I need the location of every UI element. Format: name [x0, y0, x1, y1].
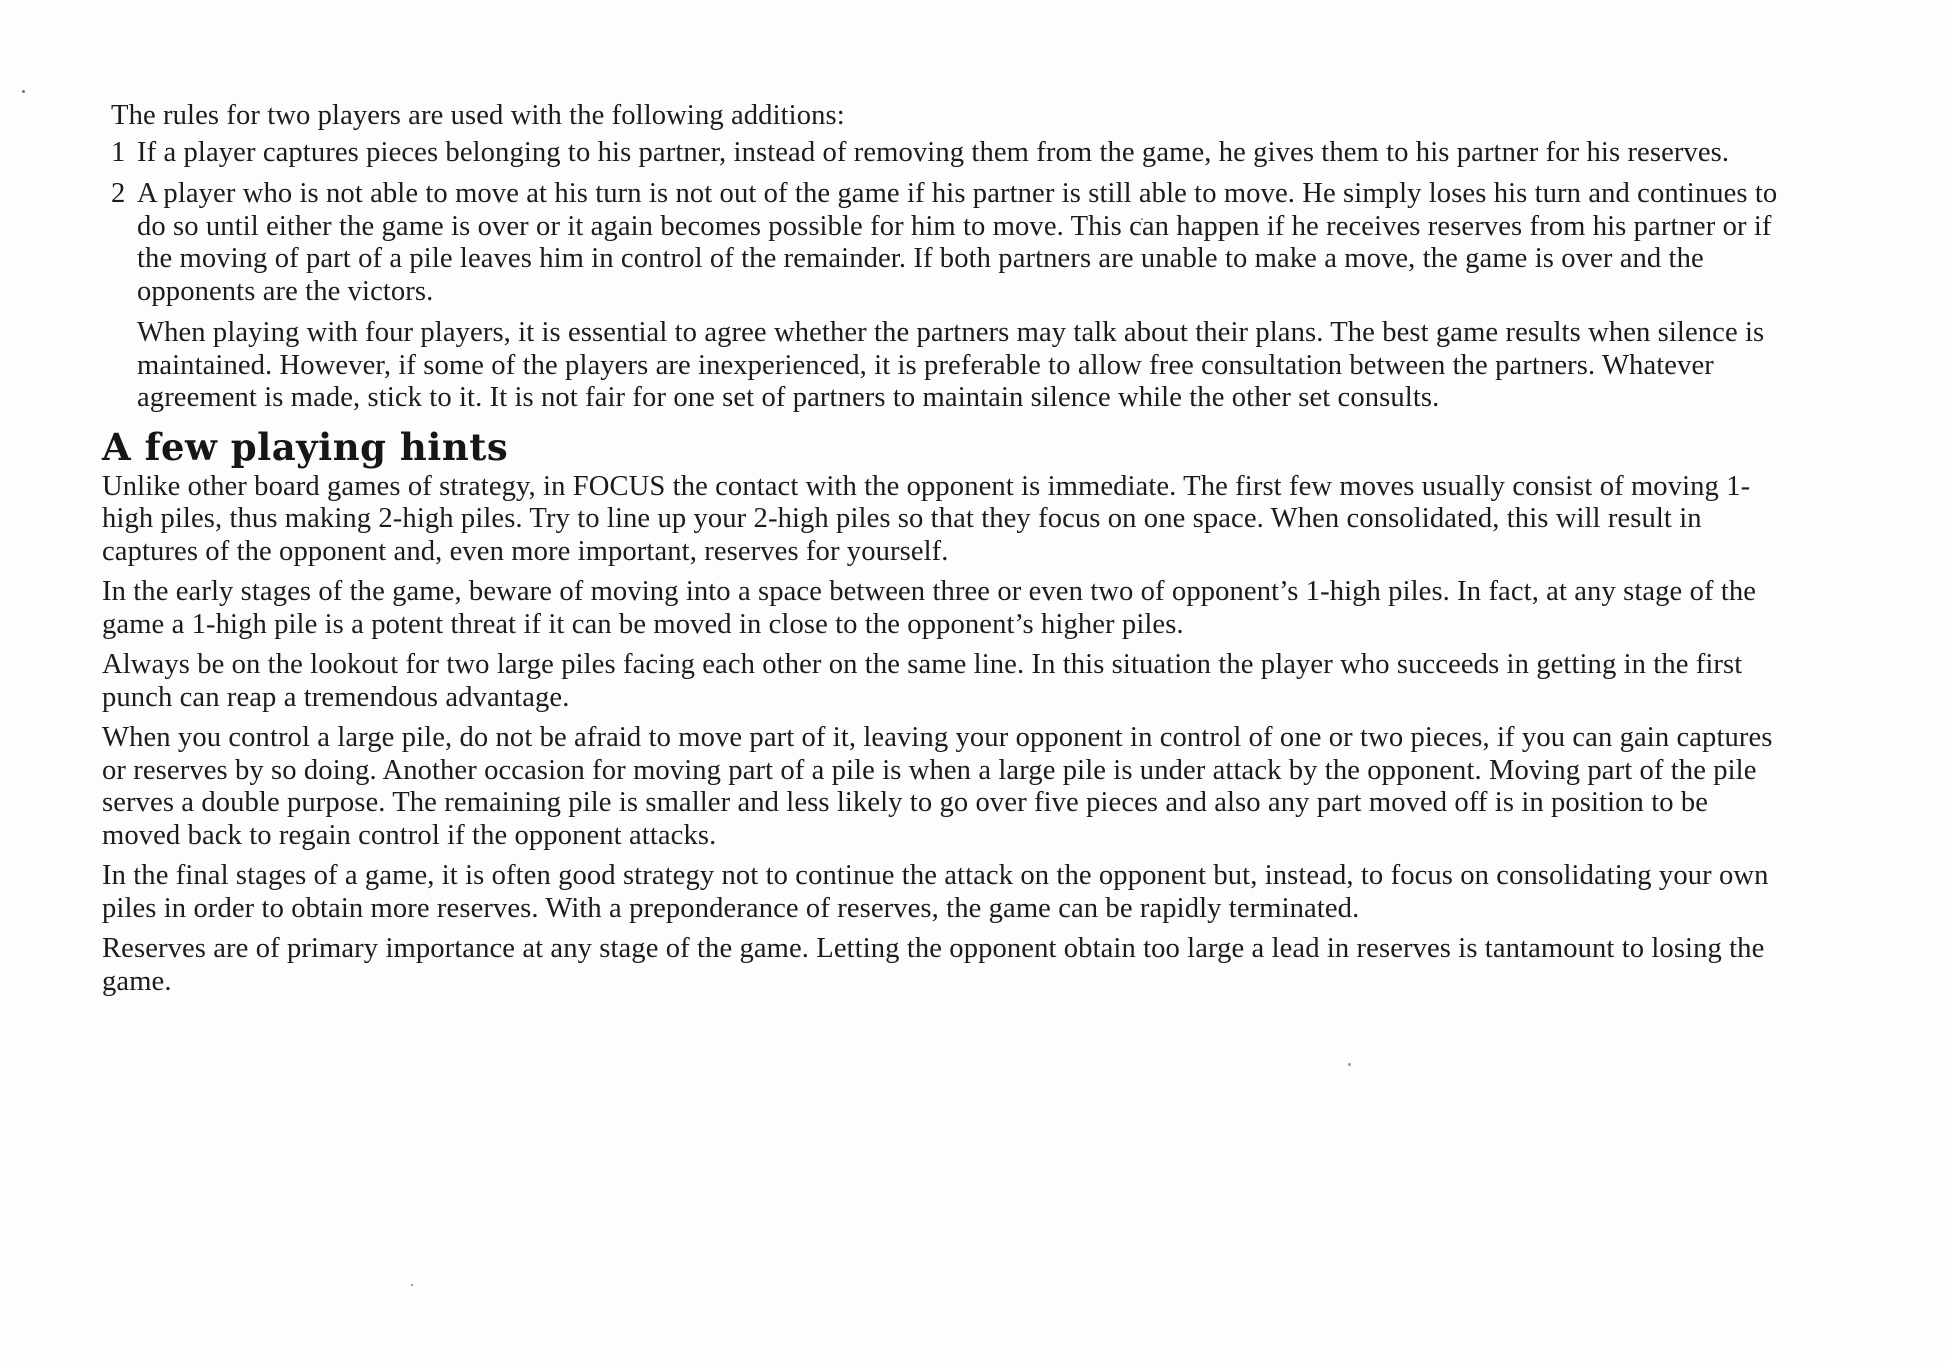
hint-paragraph: Unlike other board games of strategy, in FOCUS the contact with the opponent is immediate. The first few moves usually consist of moving 1-high piles, thus making 2-high piles. Try to line up your 2-high piles so that they focus on one space. When consolidated, this will result in captures of the opponent and, even more important, reserves for yourself. [102, 470, 1751, 567]
scan-speck [22, 90, 25, 93]
rule-number: 1 [111, 136, 126, 168]
hint-paragraph: When you control a large pile, do not be afraid to move part of it, leaving your opponent in control of one or two pieces, if you can gain captures or reserves by so doing. Another occasion for moving part of a pile is when a large pile is under attack by the opponent. Moving part of the pile serves a double purpose. The remaining pile is smaller and less likely to go over five pieces and also any part moved off is in position to be moved back to regain control if the opponent attacks. [102, 722, 1773, 851]
hint-paragraph: In the final stages of a game, it is often good strategy not to continue the attack on the opponent but, instead, to focus on consolidating your own piles in order to obtain more reserves. With a preponderance of reserves, the game can be rapidly terminated. [102, 860, 1769, 924]
hint-paragraph: Reserves are of primary importance at any stage of the game. Letting the opponent obtain too large a lead in reserves is tantamount to losing the game. [102, 933, 1765, 997]
rule-item [111, 178, 1782, 308]
hint-paragraph: In the early stages of the game, beware of moving into a space between three or even two of opponent’s 1-high piles. In fact, at any stage of the game a 1-high pile is a potent threat if it can be moved in close to the opponent’s higher piles. [102, 576, 1757, 640]
scan-speck [1348, 1063, 1351, 1066]
rule-text: A player who is not able to move at his turn is not out of the game if his partner is still able to move. He simply loses his turn and continues to do so until either the game is over or it again becomes possible for him to move. This can happen if he receives reserves from his partner or if the moving of part of a pile leaves him in control of the remainder. If both partners are unable to make a move, the game is over and the opponents are the victors. [137, 178, 1778, 307]
document-body [102, 100, 1782, 1006]
section-heading: A few playing hints [102, 424, 509, 469]
scan-speck [411, 1284, 413, 1286]
consultation-paragraph: When playing with four players, it is essential to agree whether the partners may talk about their plans. The best game results when silence is maintained. However, if some of the players are inexperienced, it is preferable to allow free consultation between the partners. Whatever agreement is made, stick to it. It is not fair for one set of partners to maintain silence while the other set consults. [137, 317, 1765, 413]
rule-item [111, 137, 1782, 170]
intro-text: The rules for two players are used with the following additions: [111, 100, 845, 131]
rule-number: 2 [111, 178, 126, 209]
rule-text: If a player captures pieces belonging to his partner, instead of removing them from the game, he gives them to his partner for his reserves. [137, 136, 1730, 168]
hint-paragraph: Always be on the lookout for two large piles facing each other on the same line. In this situation the player who succeeds in getting in the first punch can reap a tremendous advantage. [102, 649, 1743, 713]
